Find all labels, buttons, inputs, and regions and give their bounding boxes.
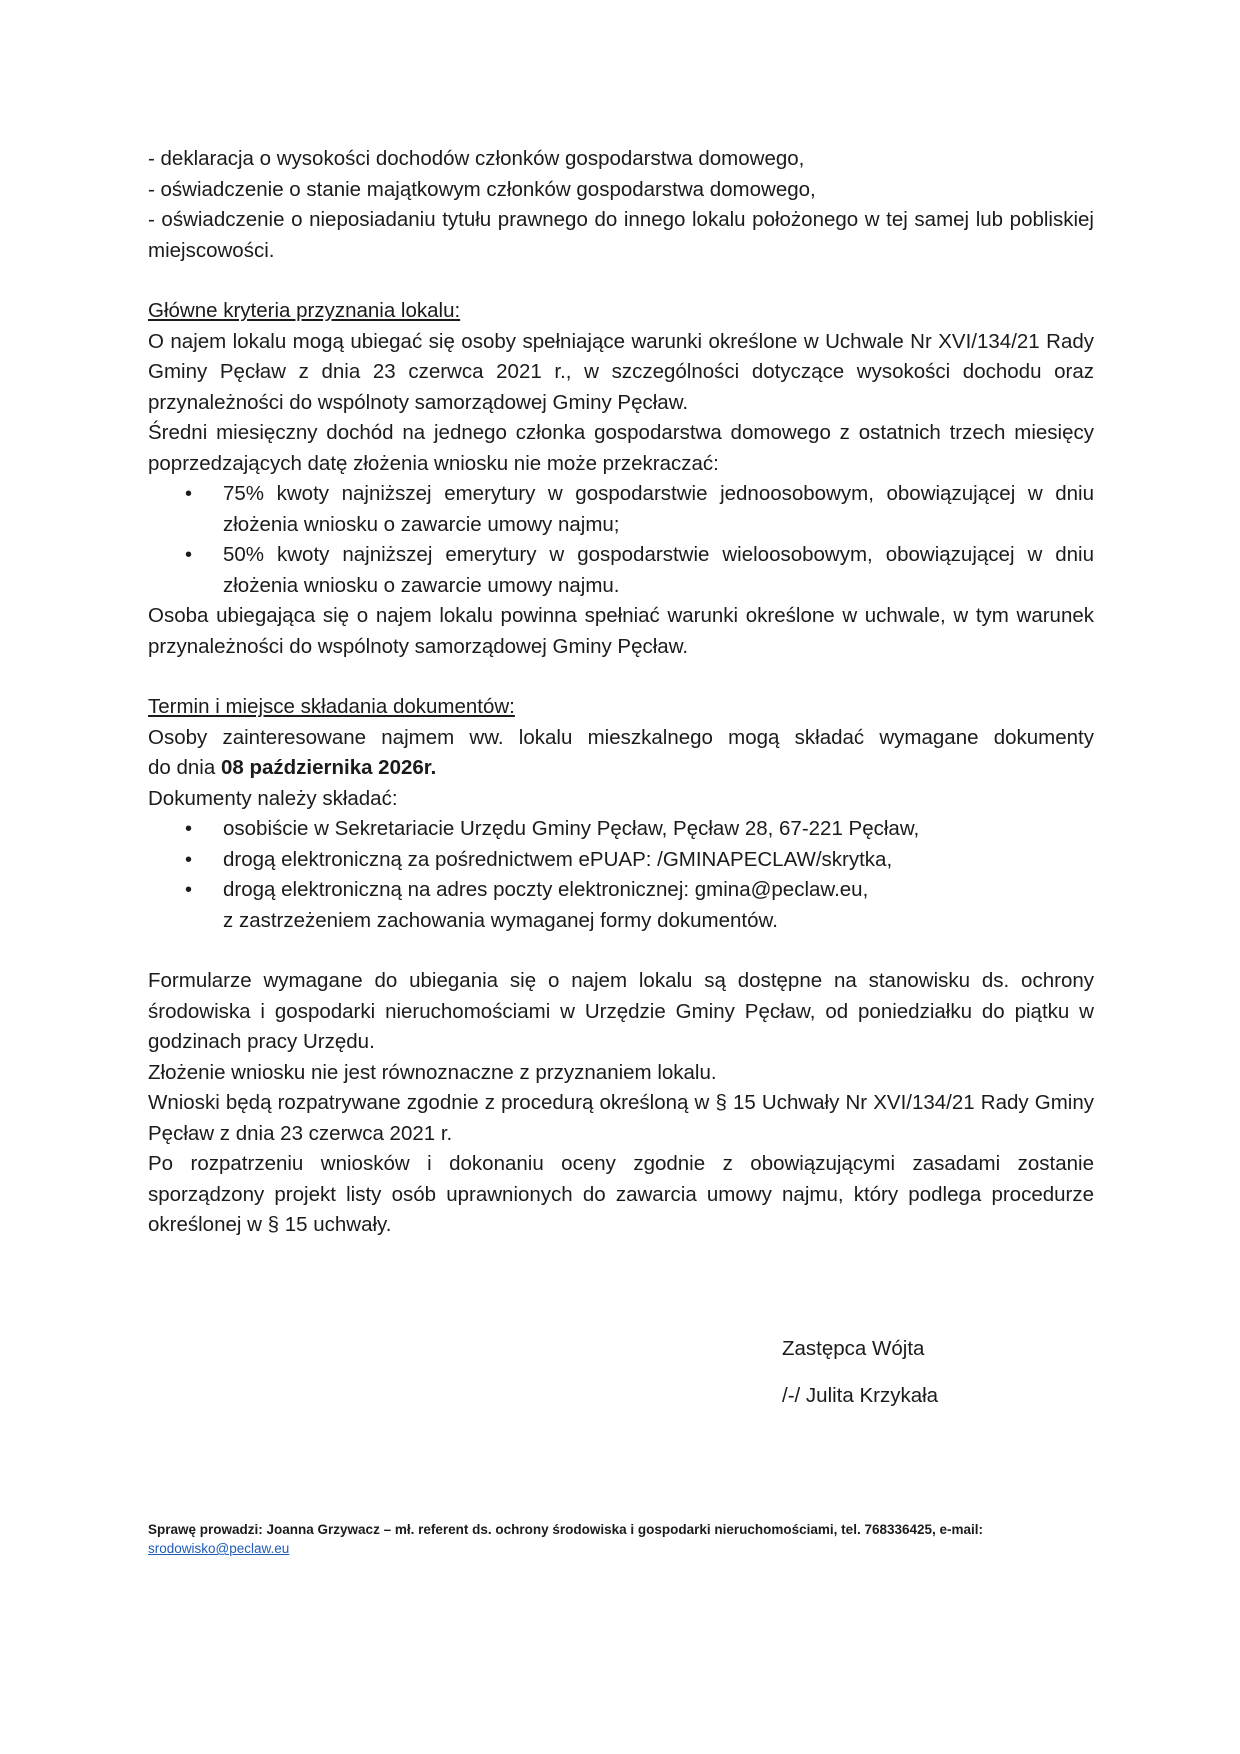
deadline-date-line — [148, 753, 1094, 784]
deadline-date: 08 października 2026r. — [220, 756, 437, 779]
spacer — [148, 662, 1094, 692]
criteria-heading: Główne kryteria przyznania lokalu: — [148, 299, 461, 322]
signature-role: Zastępca Wójta — [782, 1337, 925, 1360]
criteria-closing: Osoba ubiegająca się o najem lokalu powinna spełniać warunki określone w uchwale, w tym warunek przynależności do wspólnoty samorządowej Gminy Pęcław. — [148, 604, 1094, 658]
list-item: • 75% kwoty najniższej emerytury w gospodarstwie jednoosobowym, obowiązującej w dniu złożenia wniosku o zawarcie umowy najmu; — [223, 479, 1094, 540]
income-limits-list — [148, 479, 1094, 601]
procedure-info: Wnioski będą rozpatrywane zgodnie z procedurą określoną w § 15 Uchwały Nr XVI/134/21 Rady Gminy Pęcław z dnia 23 czerwca 2021 r. — [148, 1091, 1094, 1145]
no-guarantee-note: Złożenie wniosku nie jest równoznaczne z przyznaniem lokalu. — [148, 1060, 717, 1084]
spacer — [148, 266, 1094, 296]
document-list-item: - oświadczenie o nieposiadaniu tytułu prawnego do innego lokalu położonego w tej samej lub pobliskiej miejscowości. — [148, 208, 1094, 262]
list-item: • osobiście w Sekretariacie Urzędu Gminy Pęcław, Pęcław 28, 67-221 Pęcław, — [223, 814, 1094, 845]
footer-text: Sprawę prowadzi: Joanna Grzywacz – mł. referent ds. ochrony środowiska i gospodarki nieruchomościami, tel. 768336425, e-mail: — [148, 1522, 984, 1537]
spacer — [148, 936, 1094, 966]
income-requirement: Średni miesięczny dochód na jednego członka gospodarstwa domowego z ostatnich trzech miesięcy poprzedzających datę złożenia wniosku nie może przekraczać: — [148, 421, 1094, 475]
list-item-continuation: z zastrzeżeniem zachowania wymaganej formy dokumentów. — [223, 908, 778, 932]
deadline-intro: Osoby zainteresowane najmem ww. lokalu mieszkalnego mogą składać wymagane dokumenty — [148, 725, 1094, 749]
signature-name: /-/ Julita Krzykała — [782, 1384, 939, 1407]
footer-email-link[interactable]: srodowisko@peclaw.eu — [148, 1541, 290, 1556]
criteria-intro: O najem lokalu mogą ubiegać się osoby spełniające warunki określone w Uchwale Nr XVI/134/21 Rady Gminy Pęcław z dnia 23 czerwca 2021 r., w szczególności dotyczące wysokości dochodu oraz przynależności do wspólnoty samorządowej Gminy Pęcław. — [148, 329, 1094, 414]
submit-methods-label: Dokumenty należy składać: — [148, 786, 398, 810]
signature-block — [782, 1334, 938, 1411]
spacer — [782, 1364, 938, 1381]
list-item: • drogą elektroniczną za pośrednictwem ePUAP: /GMINAPECLAW/skrytka, — [223, 845, 1094, 876]
document-body — [148, 144, 1094, 1241]
submit-methods-list — [148, 814, 1094, 936]
outcome-info: Po rozpatrzeniu wniosków i dokonaniu oceny zgodnie z obowiązującymi zasadami zostanie sporządzony projekt listy osób uprawnionych do zawarcia umowy najmu, który podlega procedurze określonej w § 15 uchwały. — [148, 1152, 1094, 1236]
list-item: • 50% kwoty najniższej emerytury w gospodarstwie wieloosobowym, obowiązującej w dniu złożenia wniosku o zawarcie umowy najmu. — [223, 540, 1094, 601]
footer-contact — [148, 1520, 1094, 1558]
deadline-date-prefix: do dnia — [148, 756, 221, 779]
deadline-heading: Termin i miejsce składania dokumentów: — [148, 695, 515, 718]
document-list-item: - oświadczenie o stanie majątkowym członków gospodarstwa domowego, — [148, 177, 816, 201]
forms-info: Formularze wymagane do ubiegania się o najem lokalu są dostępne na stanowisku ds. ochrony środowiska i gospodarki nieruchomościami w Urzędzie Gminy Pęcław, od poniedziałku do piątku w godzinach pracy Urzędu. — [148, 969, 1094, 1053]
document-list-item: - deklaracja o wysokości dochodów członków gospodarstwa domowego, — [148, 147, 805, 170]
list-item: • drogą elektroniczną na adres poczty elektronicznej: gmina@peclaw.eu, — [223, 875, 1094, 906]
